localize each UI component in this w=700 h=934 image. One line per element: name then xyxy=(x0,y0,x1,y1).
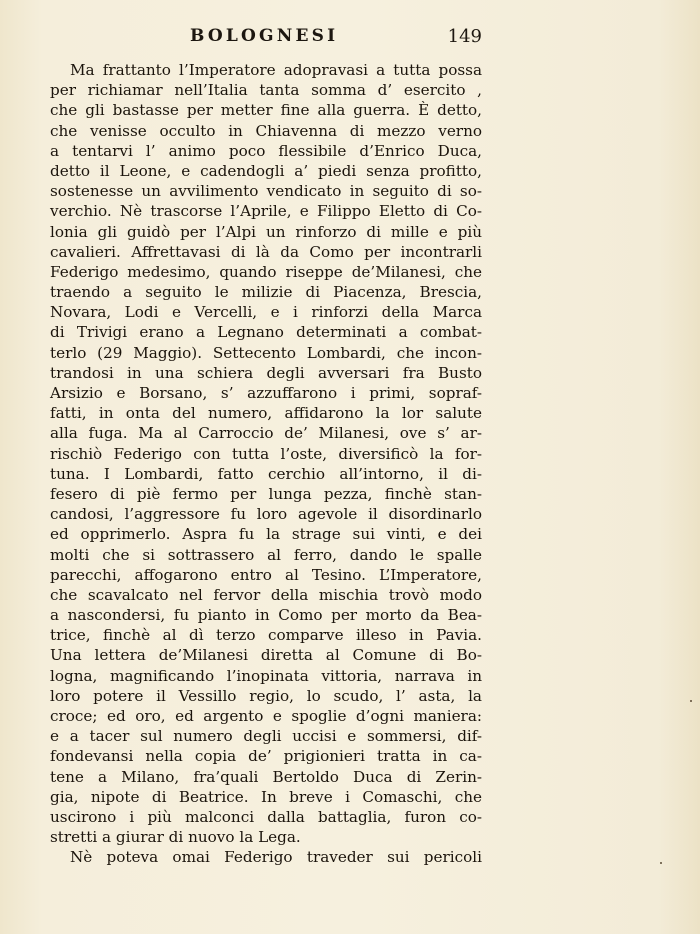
text-line: Arsizio e Borsano, s’ azzuffarono i primi, sopraf- xyxy=(50,384,482,402)
page-header xyxy=(50,26,482,52)
running-head: BOLOGNESI xyxy=(190,26,339,46)
text-line: verchio. Nè trascorse l’Aprile, e Filippo Eletto di Co- xyxy=(50,202,482,221)
text-line: Una lettera de’Milanesi diretta al Comune di Bo- xyxy=(50,646,482,665)
text-line: fondevansi nella copia de’ prigionieri tratta in ca- xyxy=(50,747,482,766)
text-line: terlo (29 Maggio). Settecento Lombardi, che incon- xyxy=(50,343,482,362)
text-line: che scavalcato nel fervor della mischia trovò modo xyxy=(50,585,482,604)
text-line: fesero di piè fermo per lunga pezza, finchè stan- xyxy=(50,484,482,503)
text-line: per richiamar nell’Italia tanta somma d’ esercito , xyxy=(50,81,482,100)
text-line: lonia gli guidò per l’Alpi un rinforzo di mille e più xyxy=(50,222,482,241)
text-line: a nascondersi, fu pianto in Como per morto da Bea- xyxy=(50,606,482,625)
text-line: traendo a seguito le milizie di Piacenza, Brescia, xyxy=(50,283,482,302)
text-line: di Trivigi erano a Legnano determinati a combat- xyxy=(50,323,482,342)
text-line: cavalieri. Affrettavasi di là da Como per incontrarli xyxy=(50,242,482,261)
body-text xyxy=(50,60,482,868)
text-line: sostenesse un avvilimento vendicato in seguito di so- xyxy=(50,182,482,201)
page-number: 149 xyxy=(447,26,482,47)
text-line: alla fuga. Ma al Carroccio de’ Milanesi, ove s’ ar- xyxy=(50,424,482,443)
text-line: a tentarvi l’ animo poco flessibile d’Enrico Duca, xyxy=(50,141,482,160)
paper-speck xyxy=(690,700,692,702)
text-line: trice, finchè al dì terzo comparve illeso in Pavia. xyxy=(50,626,482,645)
text-line: e a tacer sul numero degli uccisi e sommersi, dif- xyxy=(50,727,482,746)
text-line: uscirono i più malconci dalla battaglia, furon co- xyxy=(50,807,482,826)
text-line: gia, nipote di Beatrice. In breve i Comaschi, che xyxy=(50,787,482,806)
text-line: che venisse occulto in Chiavenna di mezzo verno xyxy=(50,121,482,140)
text-line: tene a Milano, fra’quali Bertoldo Duca di Zerin- xyxy=(50,767,482,786)
text-line: tuna. I Lombardi, fatto cerchio all’intorno, il di- xyxy=(50,464,482,483)
text-line: Federigo medesimo, quando riseppe de’Milanesi, che xyxy=(50,262,482,281)
text-line: logna, magnificando l’inopinata vittoria, narrava in xyxy=(50,666,482,685)
text-line: stretti a giurar di nuovo la Lega. xyxy=(50,828,301,847)
text-line: fatti, in onta del numero, affidarono la lor salute xyxy=(50,404,482,423)
text-line: loro potere il Vessillo regio, lo scudo, l’ asta, la xyxy=(50,686,482,705)
text-line: Novara, Lodi e Vercelli, e i rinforzi della Marca xyxy=(50,303,482,322)
paper-speck xyxy=(660,862,662,864)
text-line: trandosi in una schiera degli avversari fra Busto xyxy=(50,363,482,382)
text-line: Nè poteva omai Federigo traveder sui pericoli xyxy=(70,848,482,867)
text-line: croce; ed oro, ed argento e spoglie d’ogni maniera: xyxy=(50,707,482,725)
text-line: che gli bastasse per metter fine alla guerra. È detto, xyxy=(50,101,482,120)
text-line: rischiò Federigo con tutta l’oste, diversificò la for- xyxy=(50,444,482,463)
text-line: parecchi, affogarono entro al Tesino. L’Imperatore, xyxy=(50,565,482,584)
text-line: candosi, l’aggressore fu loro agevole il disordinarlo xyxy=(50,505,482,524)
text-line: detto il Leone, e cadendogli a’ piedi senza profitto, xyxy=(50,161,482,180)
text-line: Ma frattanto l’Imperatore adopravasi a tutta possa xyxy=(70,61,482,79)
text-line: ed opprimerlo. Aspra fu la strage sui vinti, e dei xyxy=(50,525,482,544)
text-line: molti che si sottrassero al ferro, dando le spalle xyxy=(50,545,482,564)
